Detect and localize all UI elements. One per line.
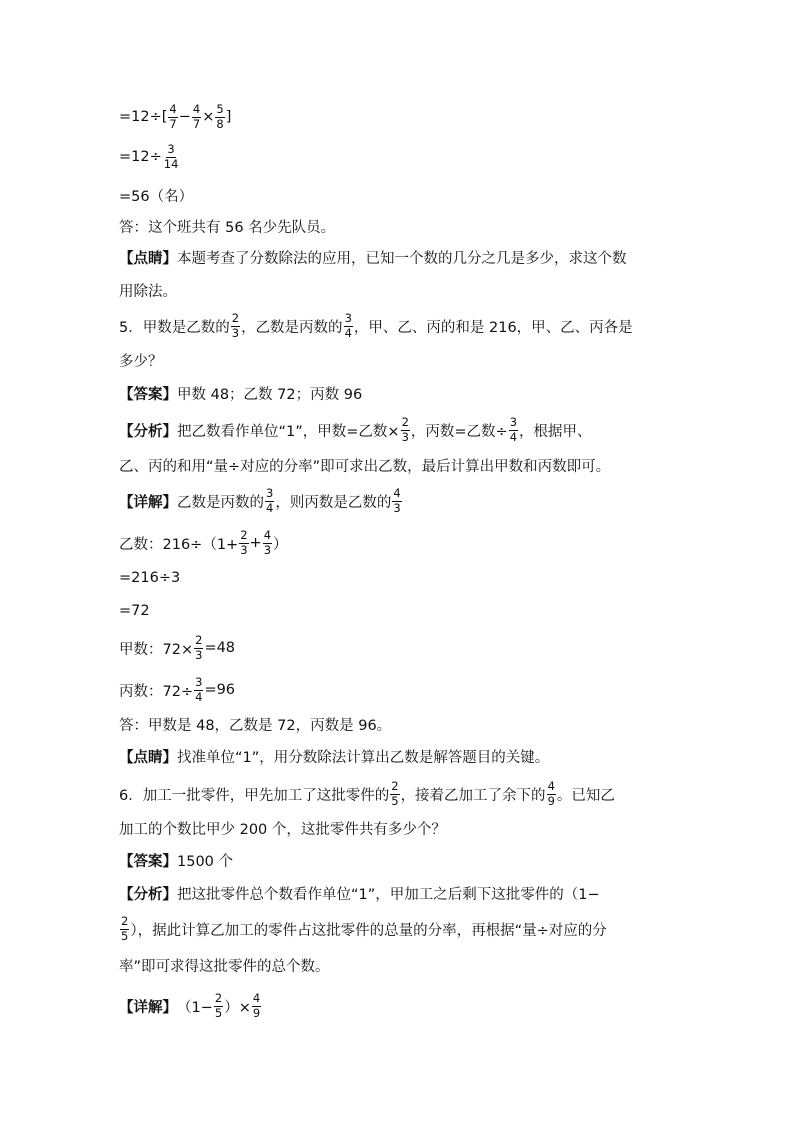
analysis-line: 乙、丙的和用“量÷对应的分率”即可求出乙数，最后计算出甲数和丙数即可。 — [119, 458, 611, 475]
section-tag: 【分析】 — [119, 423, 177, 440]
equation-line — [119, 675, 235, 705]
text-segment: ，甲、乙、丙的和是 216，甲、乙、丙各是 — [353, 319, 633, 336]
solution-line — [119, 486, 403, 516]
text-segment: ，乙数是丙数的 — [241, 319, 343, 336]
text-segment: ，接着乙加工了余下的 — [400, 787, 546, 804]
section-tag: 【答案】 — [119, 386, 177, 403]
fraction — [265, 488, 274, 514]
numerator: 4 — [393, 486, 401, 500]
numerator: 2 — [214, 991, 223, 1005]
text-segment: ，则丙数是乙数的 — [275, 494, 392, 511]
text-segment: − — [178, 109, 191, 125]
answer-line — [119, 845, 233, 875]
numerator: 2 — [240, 528, 248, 542]
text-segment: 1500 个 — [177, 853, 234, 870]
text-segment: 乙数：216÷（1+ — [119, 536, 239, 553]
denominator: 9 — [252, 1005, 261, 1020]
text-segment: 乙数是丙数的 — [177, 494, 264, 511]
text-segment: ） — [273, 536, 288, 553]
numerator: 3 — [167, 142, 175, 156]
fraction — [239, 530, 248, 556]
section-tag: 【答案】 — [119, 853, 177, 870]
denominator: 4 — [344, 325, 352, 340]
numerator: 2 — [231, 311, 240, 325]
fraction — [344, 313, 353, 339]
fraction — [390, 781, 399, 807]
numerator: 4 — [263, 528, 272, 542]
denominator: 4 — [266, 500, 274, 515]
section-tag: 【点睛】 — [119, 250, 177, 267]
text-segment: =48 — [204, 640, 236, 656]
question-line: 多少？ — [119, 353, 163, 370]
text-segment: × — [202, 109, 215, 125]
text-segment: ）× — [224, 999, 251, 1016]
text-segment: =96 — [204, 682, 236, 698]
denominator: 3 — [263, 542, 272, 557]
numerator: 4 — [192, 102, 201, 116]
numerator: 4 — [169, 102, 177, 116]
answer-line: 答：甲数是 48，乙数是 72，丙数是 96。 — [119, 717, 392, 734]
text-segment: 丙数：72÷ — [119, 683, 194, 700]
fraction — [192, 104, 201, 130]
denominator: 5 — [214, 1005, 223, 1020]
text-segment: ），据此计算乙加工的零件占这批零件的总量的分率，再根据“量÷对应的分 — [130, 922, 607, 939]
equation-line — [119, 142, 180, 172]
equation-line: =72 — [119, 603, 150, 619]
denominator: 7 — [169, 116, 177, 131]
fraction — [263, 530, 272, 556]
text-segment: 。已知乙 — [556, 787, 615, 804]
remark-line — [119, 242, 627, 272]
numerator: 4 — [547, 779, 555, 793]
fraction — [194, 635, 203, 661]
denominator: 3 — [231, 325, 240, 340]
equation-line — [119, 633, 235, 663]
denominator: 8 — [216, 116, 224, 131]
fraction — [120, 916, 129, 942]
section-tag: 【点睛】 — [119, 749, 177, 766]
text-segment: （1− — [177, 999, 213, 1016]
analysis-line — [119, 415, 592, 445]
numerator: 2 — [195, 633, 203, 647]
text-segment: 找准单位“1”，用分数除法计算出乙数是解答题目的关键。 — [177, 749, 550, 766]
numerator: 2 — [391, 779, 399, 793]
denominator: 4 — [195, 689, 203, 704]
numerator: 3 — [344, 311, 352, 325]
denominator: 14 — [163, 156, 179, 171]
section-tag: 【分析】 — [119, 886, 177, 903]
answer-line: 答：这个班共有 56 名少先队员。 — [119, 219, 336, 236]
text-segment: 把这批零件总个数看作单位“1”，甲加工之后剩下这批零件的（1− — [177, 886, 600, 903]
fraction — [231, 313, 240, 339]
denominator: 4 — [509, 429, 518, 444]
numerator: 2 — [121, 914, 129, 928]
answer-line — [119, 378, 362, 408]
denominator: 7 — [192, 116, 201, 131]
fraction — [168, 104, 177, 130]
question-line: 加工的个数比甲少 200 个，这批零件共有多少个？ — [119, 821, 446, 838]
equation-line: =56（名） — [119, 188, 194, 205]
text-segment: 把乙数看作单位“1”，甲数=乙数× — [177, 423, 400, 440]
denominator: 3 — [393, 500, 401, 515]
remark-line — [119, 741, 549, 771]
denominator: 3 — [401, 429, 409, 444]
denominator: 5 — [121, 928, 129, 943]
equation-line: =216÷3 — [119, 570, 181, 586]
numerator: 3 — [509, 415, 518, 429]
text-segment: 5．甲数是乙数的 — [119, 319, 230, 336]
section-tag: 【详解】 — [119, 494, 177, 511]
text-segment: ] — [225, 109, 232, 125]
denominator: 9 — [547, 793, 555, 808]
question-line — [119, 311, 633, 341]
analysis-line — [119, 914, 607, 944]
fraction — [215, 104, 224, 130]
fraction — [214, 993, 223, 1019]
fraction — [163, 144, 180, 170]
section-tag: 【详解】 — [119, 999, 177, 1016]
numerator: 3 — [266, 486, 274, 500]
fraction — [547, 781, 556, 807]
text-segment: 本题考查了分数除法的应用，已知一个数的几分之几是多少，求这个数 — [177, 250, 627, 267]
text-segment: 6．加工一批零件，甲先加工了这批零件的 — [119, 787, 390, 804]
numerator: 3 — [195, 675, 203, 689]
text-segment: 甲数 48；乙数 72；丙数 96 — [177, 386, 363, 403]
denominator: 3 — [240, 542, 248, 557]
numerator: 2 — [401, 415, 409, 429]
fraction — [509, 417, 518, 443]
equation-line — [119, 528, 288, 558]
fraction — [392, 488, 401, 514]
fraction — [401, 417, 410, 443]
text-segment: =12÷[ — [119, 109, 168, 125]
remark-line: 用除法。 — [119, 283, 177, 300]
numerator: 5 — [216, 102, 224, 116]
question-line — [119, 779, 615, 809]
text-segment: 甲数：72× — [119, 641, 194, 658]
analysis-line: 率”即可求得这批零件的总个数。 — [119, 958, 330, 975]
denominator: 5 — [391, 793, 399, 808]
text-segment: =12÷ — [119, 149, 162, 165]
fraction — [252, 993, 261, 1019]
solution-line — [119, 991, 262, 1021]
equation-line — [119, 102, 231, 132]
denominator: 3 — [195, 647, 203, 662]
fraction — [194, 677, 203, 703]
numerator: 4 — [252, 991, 261, 1005]
text-segment: + — [249, 535, 262, 551]
text-segment: ，丙数=乙数÷ — [410, 423, 508, 440]
analysis-line — [119, 878, 600, 908]
text-segment: ，根据甲、 — [519, 423, 592, 440]
